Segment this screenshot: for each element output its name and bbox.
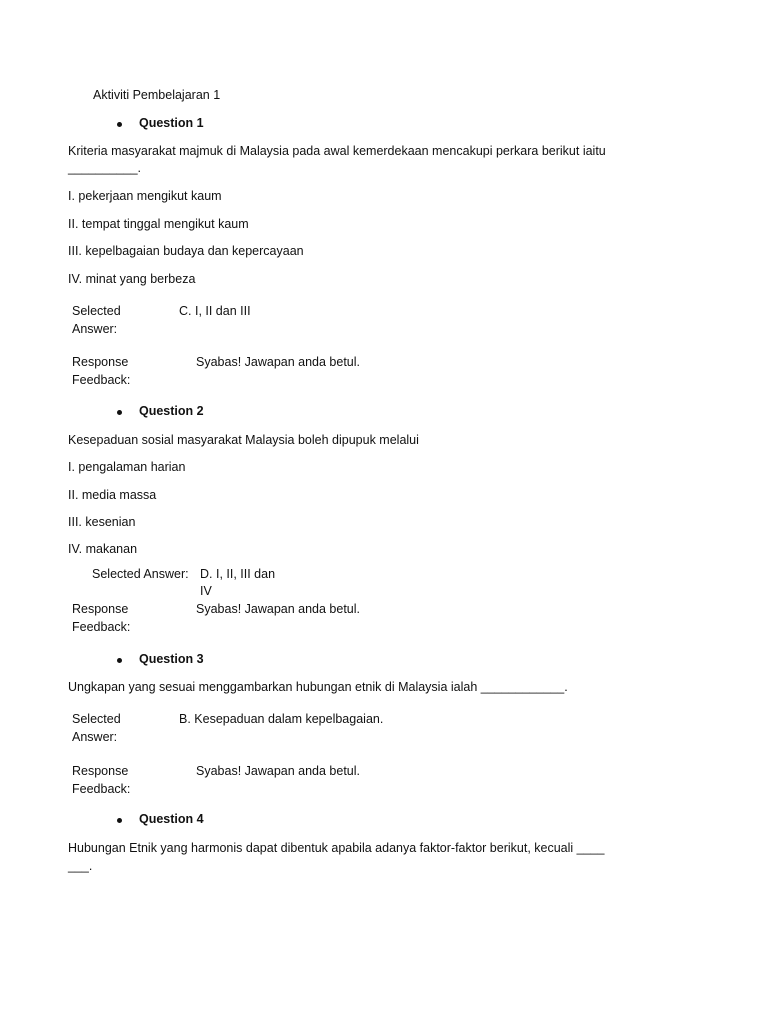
question-1-text-cont: __________. (68, 161, 141, 175)
question-4-text-cont: ___. (68, 859, 93, 873)
response-feedback-label-cont: Feedback: (72, 782, 131, 796)
response-feedback-label-cont: Feedback: (72, 620, 131, 634)
question-2-option: I. pengalaman harian (68, 460, 186, 474)
selected-answer-label: Selected (72, 712, 121, 726)
question-1-option: IV. minat yang berbeza (68, 272, 196, 286)
response-feedback-label-cont: Feedback: (72, 373, 131, 387)
question-2-option: III. kesenian (68, 515, 136, 529)
question-4-text: Hubungan Etnik yang harmonis dapat dibentuk apabila adanya faktor-faktor berikut, kecuali ____ (68, 841, 605, 855)
question-1-option: I. pekerjaan mengikut kaum (68, 189, 222, 203)
selected-answer-value: C. I, II dan III (179, 304, 251, 318)
selected-answer-value: B. Kesepaduan dalam kepelbagaian. (179, 712, 384, 726)
bullet-icon (117, 122, 122, 127)
page-title: Aktiviti Pembelajaran 1 (93, 88, 221, 102)
question-3-heading: Question 3 (139, 652, 204, 666)
response-feedback-value: Syabas! Jawapan anda betul. (196, 764, 361, 778)
response-feedback-label: Response (72, 764, 129, 778)
selected-answer-value: D. I, II, III dan (200, 567, 276, 581)
question-1-text: Kriteria masyarakat majmuk di Malaysia pada awal kemerdekaan mencakupi perkara berikut iaitu (68, 144, 606, 158)
selected-answer-label-cont: Answer: (72, 730, 118, 744)
selected-answer-label-cont: Answer: (72, 322, 118, 336)
question-3-text: Ungkapan yang sesuai menggambarkan hubungan etnik di Malaysia ialah ____________. (68, 680, 568, 694)
question-4-heading: Question 4 (139, 812, 204, 826)
bullet-icon (117, 658, 122, 663)
response-feedback-value: Syabas! Jawapan anda betul. (196, 602, 361, 616)
question-2-option: IV. makanan (68, 542, 138, 556)
selected-answer-label: Selected (72, 304, 121, 318)
bullet-icon (117, 410, 122, 415)
question-1-option: II. tempat tinggal mengikut kaum (68, 217, 249, 231)
selected-answer-value-cont: IV (200, 584, 212, 598)
question-2-heading: Question 2 (139, 404, 204, 418)
response-feedback-label: Response (72, 355, 129, 369)
question-2-text: Kesepaduan sosial masyarakat Malaysia boleh dipupuk melalui (68, 433, 419, 447)
bullet-icon (117, 818, 122, 823)
response-feedback-value: Syabas! Jawapan anda betul. (196, 355, 361, 369)
question-1-heading: Question 1 (139, 116, 204, 130)
question-1-option: III. kepelbagaian budaya dan kepercayaan (68, 244, 304, 258)
response-feedback-label: Response (72, 602, 129, 616)
selected-answer-label: Selected Answer: (92, 567, 189, 581)
question-2-option: II. media massa (68, 488, 157, 502)
